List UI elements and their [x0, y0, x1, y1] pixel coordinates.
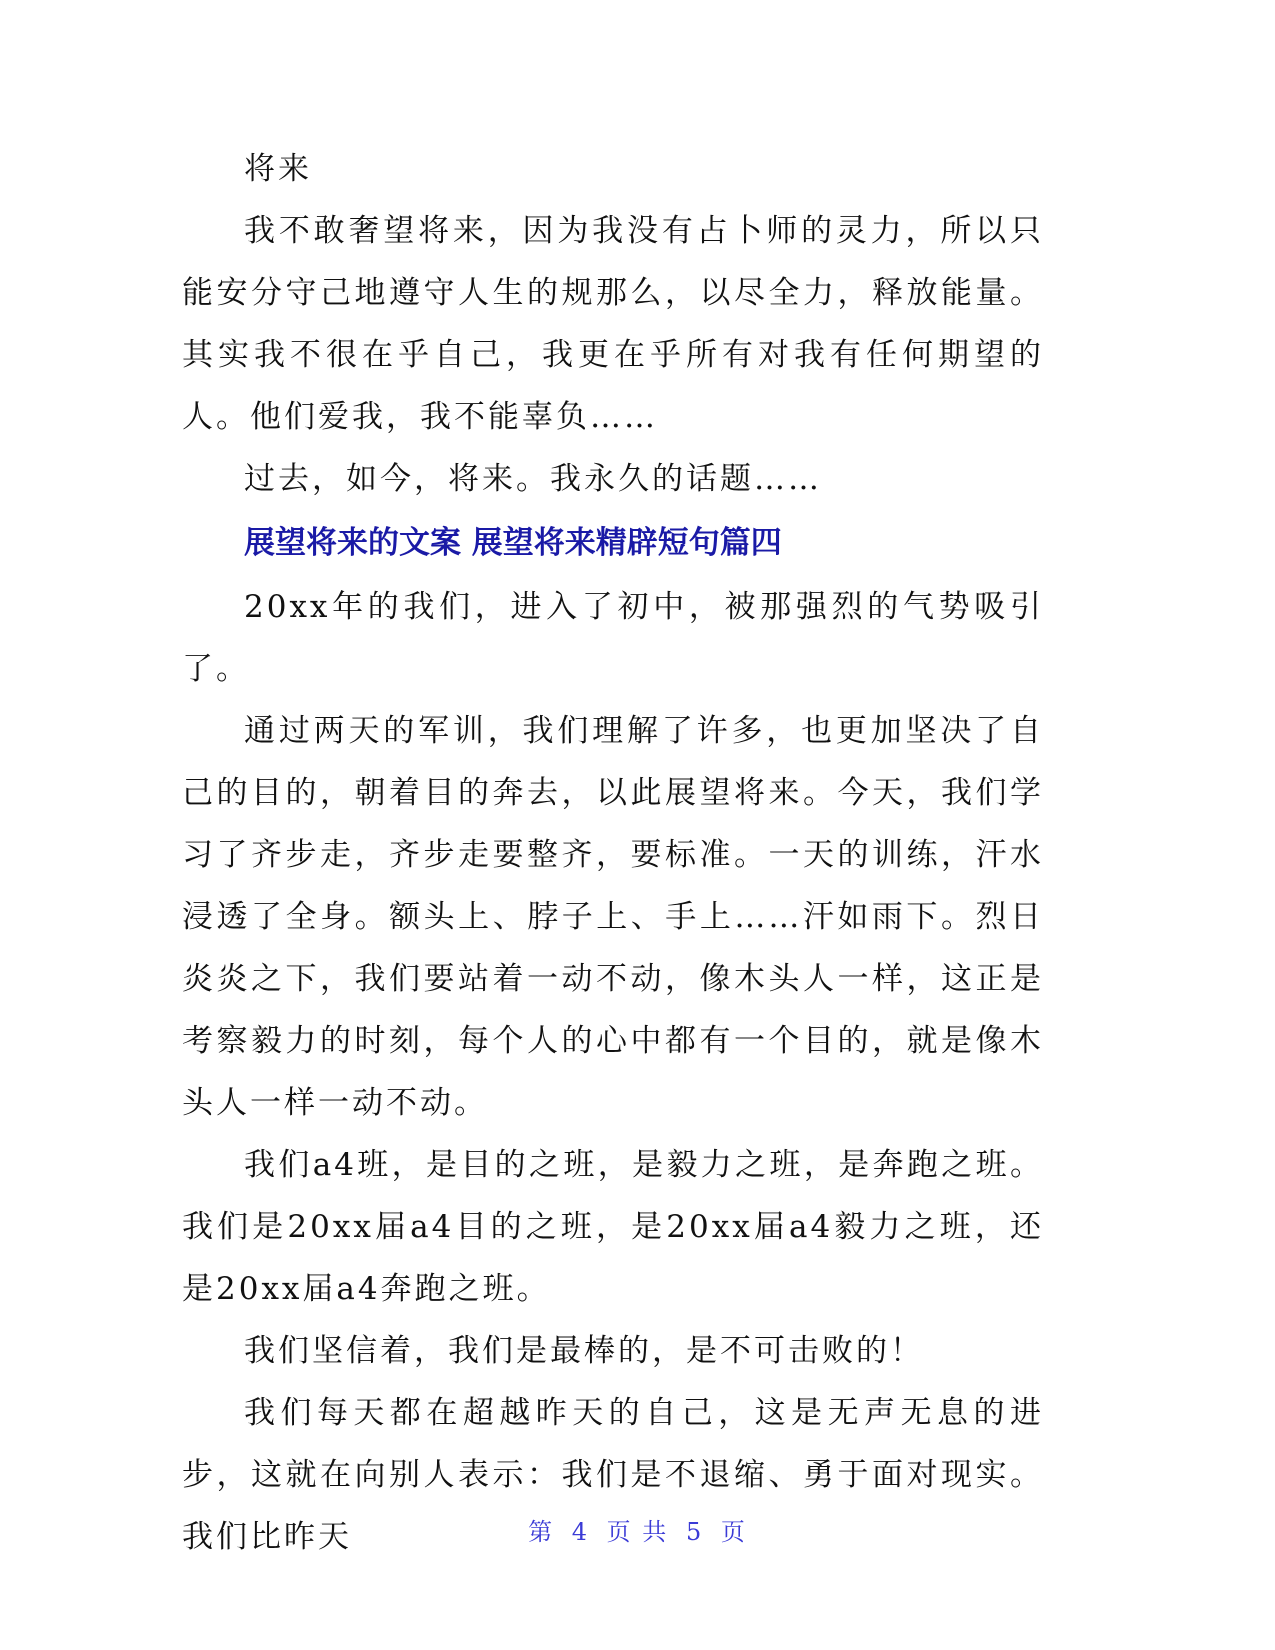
document-body: [182, 138, 1044, 1568]
page-number-prefix: 第: [528, 1518, 555, 1546]
paragraph: 我们坚信着，我们是最棒的，是不可击败的！: [244, 1333, 924, 1369]
section-heading: 展望将来的文案 展望将来精辟短句篇四: [244, 525, 782, 561]
page-number-middle: 页 共: [606, 1518, 669, 1546]
paragraph: 我不敢奢望将来，因为我没有占卜师的灵力，所以只能安分守己地遵守人生的规那么，以尽全力，释放能量。其实我不很在乎自己，我更在乎所有对我有任何期望的人。他们爱我，我不能辜负……: [182, 213, 1044, 435]
paragraph: 我们每天都在超越昨天的自己，这是无声无息的进步，这就在向别人表示：我们是不退缩、勇于面对现实。我们比昨天: [182, 1395, 1044, 1555]
paragraph: 通过两天的军训，我们理解了许多，也更加坚决了自己的目的，朝着目的奔去，以此展望将来。今天，我们学习了齐步走，齐步走要整齐，要标准。一天的训练，汗水浸透了全身。额头上、脖子上、手上……汗如雨下。烈日炎炎之下，我们要站着一动不动，像木头人一样，这正是考察毅力的时刻，每个人的心中都有一个目的，就是像木头人一样一动不动。: [182, 713, 1044, 1121]
paragraph: 我们a4班，是目的之班，是毅力之班，是奔跑之班。我们是20xx届a4目的之班，是20xx届a4毅力之班，还是20xx届a4奔跑之班。: [182, 1147, 1044, 1307]
page-footer: [0, 1512, 1275, 1547]
total-page-number: 5: [685, 1518, 704, 1546]
paragraph: 过去，如今，将来。我永久的话题……: [244, 461, 822, 497]
paragraph: 将来: [244, 151, 312, 187]
page-number-suffix: 页: [720, 1518, 747, 1546]
current-page-number: 4: [571, 1518, 590, 1546]
paragraph: 20xx年的我们，进入了初中，被那强烈的气势吸引了。: [182, 589, 1044, 687]
